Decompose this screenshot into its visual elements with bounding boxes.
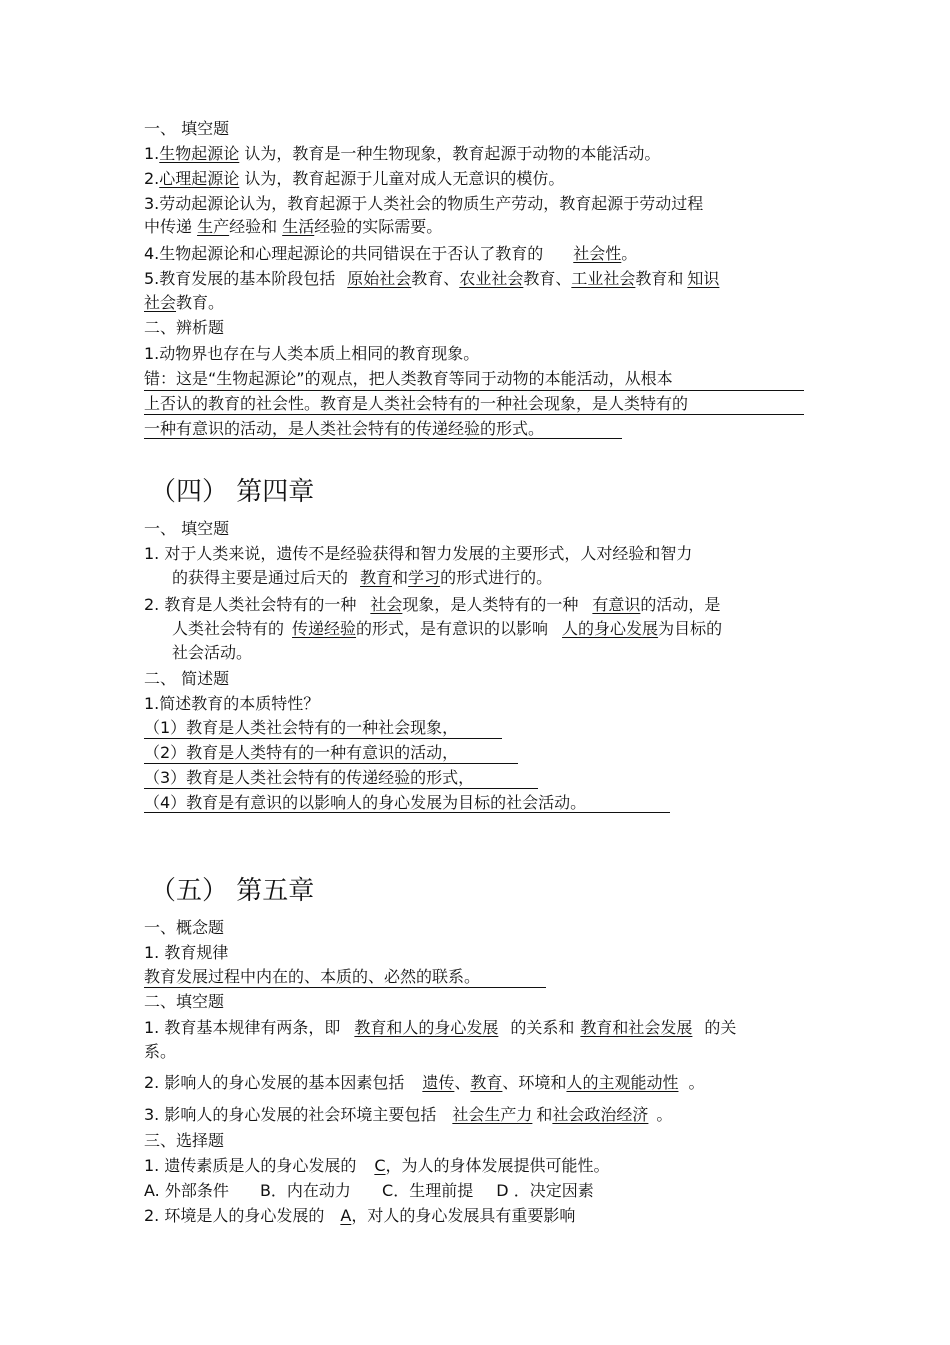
question-cont: 系。: [144, 1042, 177, 1061]
question: 1. 教育规律: [144, 943, 229, 962]
question: 1.生物起源论 认为，教育是一种生物现象，教育起源于动物的本能活动。: [144, 144, 661, 163]
question-cont: 中传递 生产经验和 生活经验的实际需要。: [144, 217, 443, 236]
question: 1.动物界也存在与人类本质上相同的教育现象。: [144, 344, 480, 363]
question-cont: 社会活动。: [172, 643, 253, 662]
question: 1.简述教育的本质特性？: [144, 694, 320, 713]
answer-line: 错：这是“生物起源论”的观点，把人类教育等同于动物的本能活动，从根本: [144, 369, 673, 388]
answer-underline: [144, 390, 804, 391]
question: 2. 影响人的身心发展的基本因素包括 遗传、教育、环境和人的主观能动性 。: [144, 1073, 705, 1092]
answer-underline: [144, 414, 804, 415]
answer-line: 教育发展过程中内在的、本质的、必然的联系。: [144, 967, 481, 986]
question: 3.劳动起源论认为，教育起源于人类社会的物质生产劳动，教育起源于劳动过程: [144, 194, 704, 213]
answer-line: （4）教育是有意识的以影响人的身心发展为目标的社会活动。: [144, 793, 587, 812]
section-title: 一、 填空题: [144, 119, 230, 138]
question: 1. 教育基本规律有两条，即 教育和人的身心发展 的关系和 教育和社会发展 的关: [144, 1018, 737, 1037]
answer-line: 上否认的教育的社会性。教育是人类社会特有的一种社会现象，是人类特有的: [144, 394, 689, 413]
option-c: C．生理前提: [382, 1181, 474, 1200]
answer-underline: [144, 812, 670, 813]
question-cont: 人类社会特有的 传递经验的形式，是有意识的以影响 人的身心发展为目标的: [172, 619, 723, 638]
option-d: D ．决定因素: [496, 1181, 594, 1200]
section-title: 二、 简述题: [144, 669, 230, 688]
answer-underline: [144, 788, 538, 789]
question: 2.心理起源论 认为，教育起源于儿童对成人无意识的模仿。: [144, 169, 565, 188]
chapter-heading: （五） 第五章: [150, 876, 315, 906]
answer-line: （1）教育是人类社会特有的一种社会现象，: [144, 718, 459, 737]
question-cont: 社会教育。: [144, 293, 225, 312]
question: 2. 教育是人类社会特有的一种 社会现象，是人类特有的一种 有意识的活动，是: [144, 595, 721, 614]
answer-line: 一种有意识的活动，是人类社会特有的传递经验的形式。: [144, 419, 545, 438]
question: 1. 遗传素质是人的身心发展的 C，为人的身体发展提供可能性。: [144, 1156, 610, 1175]
question: 1. 对于人类来说，遗传不是经验获得和智力发展的主要形式，人对经验和智力: [144, 544, 693, 563]
answer-underline: [144, 763, 518, 764]
question-cont: 的获得主要是通过后天的 教育和学习的形式进行的。: [172, 568, 553, 587]
answer-line: （2）教育是人类特有的一种有意识的活动，: [144, 743, 459, 762]
question: 3. 影响人的身心发展的社会环境主要包括 社会生产力 和社会政治经济 。: [144, 1105, 673, 1124]
question: 5.教育发展的基本阶段包括 原始社会教育、农业社会教育、工业社会教育和 知识: [144, 269, 720, 288]
section-title: 三、选择题: [144, 1131, 225, 1150]
question: 4.生物起源论和心理起源论的共同错误在于否认了教育的 社会性。: [144, 244, 638, 263]
section-title: 二、填空题: [144, 992, 225, 1011]
choice-options: [144, 1180, 594, 1202]
answer-underline: [144, 987, 546, 988]
option-b: B．内在动力: [259, 1181, 351, 1200]
answer-line: （3）教育是人类社会特有的传递经验的形式，: [144, 768, 475, 787]
answer-underline: [144, 738, 502, 739]
answer-underline: [144, 438, 622, 439]
question: 2. 环境是人的身心发展的 A，对人的身心发展具有重要影响: [144, 1206, 576, 1225]
chapter-heading: （四） 第四章: [150, 477, 315, 507]
section-title: 一、 填空题: [144, 519, 230, 538]
section-title: 一、概念题: [144, 918, 225, 937]
option-a: A. 外部条件: [144, 1181, 229, 1200]
section-title: 二、辨析题: [144, 318, 225, 337]
